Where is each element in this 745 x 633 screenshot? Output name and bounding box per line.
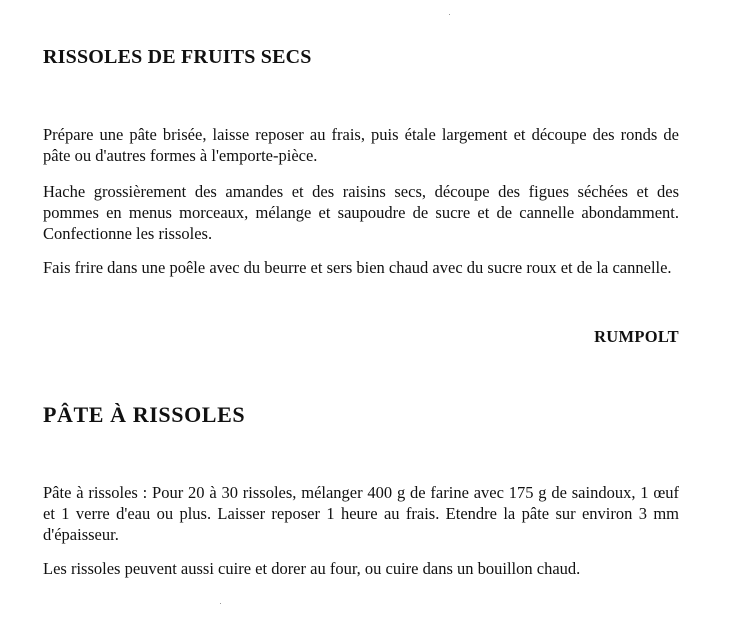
scan-speck [220, 603, 221, 604]
scan-speck [449, 14, 450, 15]
recipe-title-rissoles-fruits-secs: RISSOLES DE FRUITS SECS [43, 46, 312, 68]
recipe-paragraph: Les rissoles peuvent aussi cuire et dorer au four, ou cuire dans un bouillon chaud. [43, 559, 581, 578]
recipe-title-pate-a-rissoles: PÂTE À RISSOLES [43, 402, 246, 427]
recipe-author: RUMPOLT [594, 327, 679, 346]
recipe-paragraph: Prépare une pâte brisée, laisse reposer au frais, puis étale largement et découpe des ronds de pâte ou d'autres formes à l'emporte-pièce. [43, 125, 679, 165]
recipe-paragraph: Hache grossièrement des amandes et des raisins secs, découpe des figues séchées et des pommes en menus morceaux, mélange et saupoudre de sucre et de cannelle abondamment. Confectionne les rissoles. [43, 182, 679, 243]
recipe-paragraph: Pâte à rissoles : Pour 20 à 30 rissoles, mélanger 400 g de farine avec 175 g de saindoux, 1 œuf et 1 verre d'eau ou plus. Laisser reposer 1 heure au frais. Etendre la pâte sur environ 3 mm d'épaisseur. [43, 483, 679, 544]
recipe-paragraph: Fais frire dans une poêle avec du beurre et sers bien chaud avec du sucre roux et de la cannelle. [43, 258, 672, 277]
